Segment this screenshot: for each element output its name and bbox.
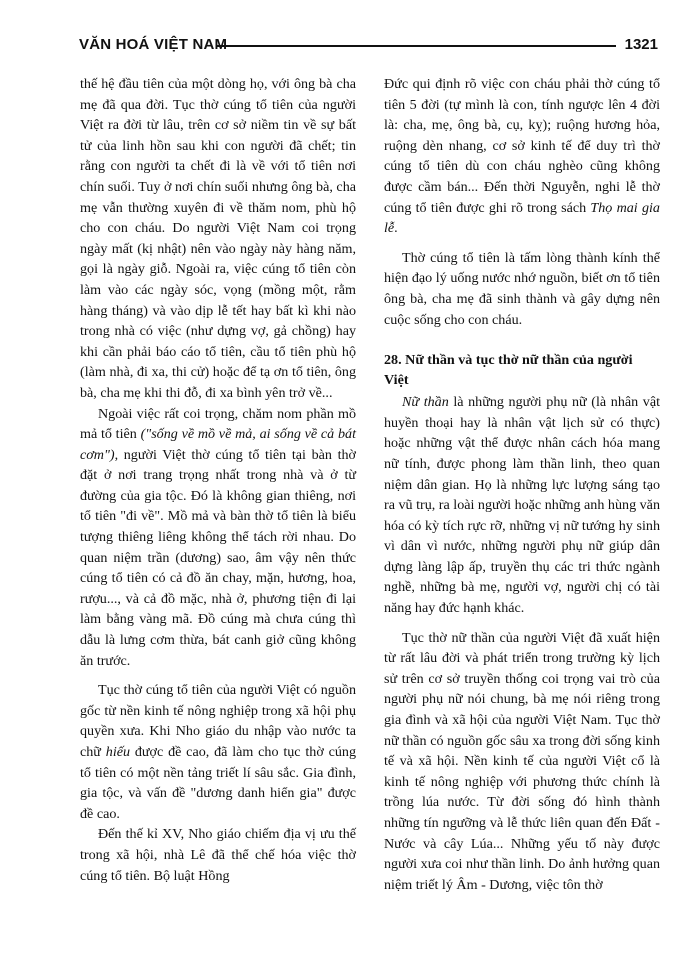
paragraph: thế hệ đầu tiên của một dòng họ, với ông bà cha mẹ đã qua đời. Tục thờ cúng tổ tiên của người Việt ra đời từ lâu, trên cơ sở niềm tin về sự bất tử của linh hồn sau khi con người đã chết; tin rằng con người ta chết đi là về với tổ tiên nơi chín suối. Tuy ở nơi chín suối nhưng ông bà, cha mẹ vẫn thường xuyên đi về thăm nom, phù hộ cho con cháu. Do người Việt Nam coi trọng ngày mất (kị nhật) nên vào ngày này hàng năm, gọi là ngày giỗ. Ngoài ra, việc cúng tổ tiên còn làm vào các ngày sóc, vọng (mồng một, rằm hàng tháng) và vào dịp lễ tết hay bất kì khi nào trong nhà có việc (như dựng vợ, gả chồng) hay khi cần phải báo cáo tổ tiên, cầu tổ tiên phù hộ (làm nhà, đi xa, thi cử) hoặc để tạ ơn tổ tiên, ông bà, cha mẹ khi thi đỗ, đi xa bình yên trở về...: [80, 76, 356, 401]
section-heading: 28. Nữ thần và tục thờ nữ thần của người Việt: [384, 352, 633, 389]
italic-term: Nữ thần: [402, 394, 449, 411]
text-run: được đề cao, đã làm cho tục thờ cúng tổ tiên có một nền tảng triết lí sâu sắc. Gia đình, gia tộc, và vấn đề "dương danh hiển gia" được đề cao.: [80, 744, 356, 822]
paragraph: [80, 404, 356, 672]
book-title: Thọ mai gia lễ: [384, 199, 660, 237]
italic-term: hiếu: [105, 744, 131, 760]
text-run: , người Việt thờ cúng tổ tiên tại bàn thờ đặt ở nơi trang trọng nhất trong nhà và ở từ đường của gia tộc. Đó là không gian thiêng, nơi tổ tiên "đi về". Mồ mả và bàn thờ tổ tiên là biểu tượng thiêng liêng không thể tách rời nhau. Do quan niệm trần (dương) sao, âm vậy nên thức cúng tổ tiên có cả đồ ăn chay, mặn, hương, hoa, rượu..., và cả đồ mặc, nhà ở, phương tiện đi lại làm bằng vàng mã. Đồ cúng mà chưa cúng thì dẫu là lưng cơm thừa, bát canh giở cũng không ăn trước.: [80, 446, 356, 669]
header-rule: [217, 45, 616, 47]
left-column: [80, 74, 356, 886]
paragraph: Thờ cúng tổ tiên là tấm lòng thành kính thể hiện đạo lý uống nước nhớ nguồn, biết ơn tổ tiên ông bà, cha mẹ đã sinh thành và gây dựng nên cuộc sống cho con cháu.: [384, 249, 660, 328]
page-number: 1321: [624, 36, 658, 53]
paragraph: Đến thế kỉ XV, Nho giáo chiếm địa vị ưu thế trong xã hội, nhà Lê đã thể chế hóa việc thờ cúng tổ tiên. Bộ luật Hồng: [80, 826, 356, 884]
text-run: là những người phụ nữ (là nhân vật huyền thoại hay là nhân vật lịch sử có thực) hoặc những vật thể được nhân cách hóa mang nữ tính, được phong làm thần linh, theo quan niệm dân gian. Họ là những lực lượng sáng tạo ra vũ trụ, ra loài người hoặc những anh hùng văn hóa có kỳ tích rực rỡ, những vị nữ tướng hy sinh vì dân vì nước, những người phụ nữ giúp dân dựng làng lập ấp, truyền thụ các tri thức ngành nghề, những bà mẹ, người vợ, người chị có tài năng hay đức hạnh khác.: [384, 394, 660, 617]
paragraph: [80, 680, 356, 824]
text-run: .: [394, 220, 398, 237]
running-header: [79, 33, 658, 59]
text-run: Ngoài việc rất coi trọng, chăm nom phần mồ mả tổ tiên: [80, 405, 356, 443]
paragraph: [384, 74, 660, 239]
text-run: Đức qui định rõ việc con cháu phải thờ cúng tổ tiên 5 đời (tự mình là con, tính ngược lên 4 đời là: cha, mẹ, ông bà, cụ, kỵ); ruộng hương hỏa, ruộng dèn nhang, cơ sở kinh tế để duy trì thờ cúng tổ tiên dù con cháu nghèo cũng không được cầm bán... Đến thời Nguyễn, nghi lễ thờ cúng tổ tiên được ghi rõ trong sách: [384, 76, 660, 216]
running-title: VĂN HOÁ VIỆT NAM: [79, 36, 228, 53]
paragraph: [384, 392, 660, 619]
text-run: Tục thờ cúng tổ tiên của người Việt có nguồn gốc từ nền kinh tế nông nghiệp trong xã hội phụ quyền xưa. Khi Nho giáo du nhập vào nước ta chữ: [80, 682, 356, 760]
right-column: [384, 74, 660, 895]
proverb-quote: ("sống về mồ về mả, ai sống về cả bát cơm"): [80, 426, 356, 463]
paragraph: Tục thờ nữ thần của người Việt đã xuất hiện từ rất lâu đời và phát triển trong trường kỳ lịch sử trên cơ sở truyền thống coi trọng vai trò của người phụ nữ nói chung, bà mẹ nói riêng trong gia đình và xã hội của người Việt Nam. Tục thờ nữ thần có nguồn gốc sâu xa trong đời sống kinh tế và xã hội. Nền kinh tế của người Việt cổ là kinh tế nông nghiệp với phương thức chính là trồng lúa nước. Từ đời sống đó hình thành những tín ngưỡng và lễ thức liên quan đến Đất - Nước và cây Lúa... Những yếu tố này được người xưa coi như thần linh. Do ảnh hưởng quan niệm triết lý Âm - Dương, việc tôn thờ: [384, 629, 660, 893]
